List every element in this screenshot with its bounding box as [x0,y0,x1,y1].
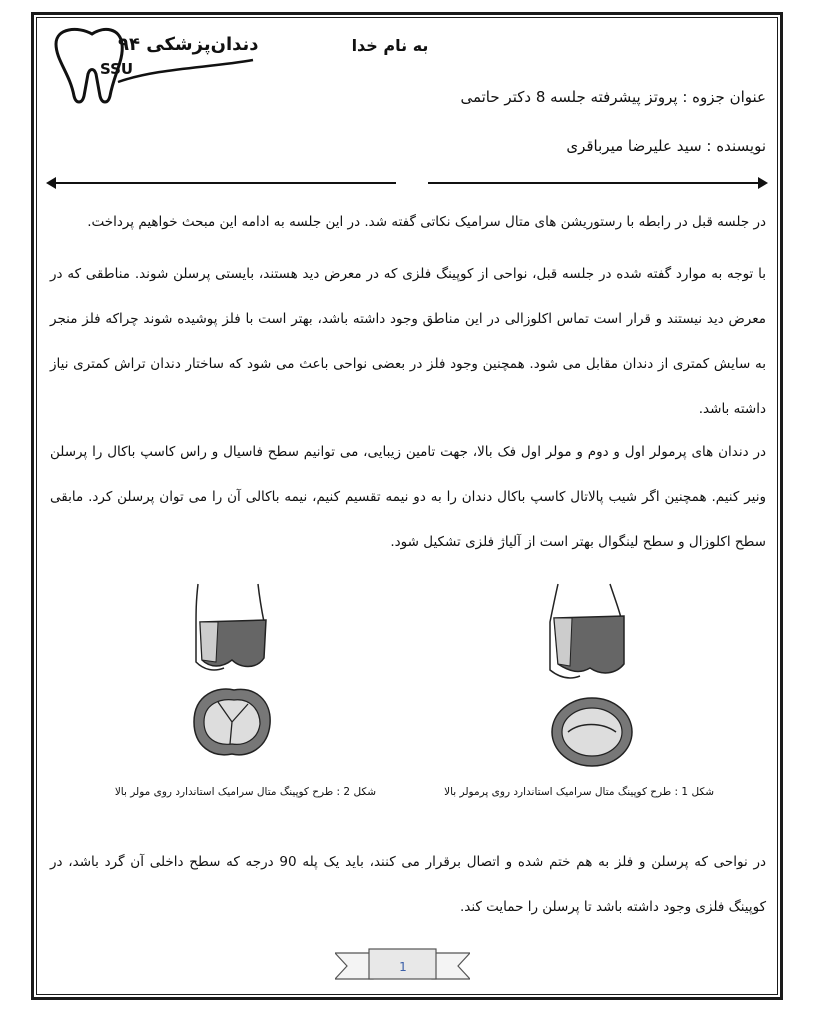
logo-text: دندان‌پزشکی ۹۴ [118,34,259,55]
handout-author: نویسنده : سید علیرضا میرباقری [566,137,766,155]
logo-abbr: SSU [100,60,134,78]
paragraph-intro: در جلسه قبل در رابطه با رستوریشن های متال سرامیک نکاتی گفته شد. در این جلسه به ادامه این مبحث خواهیم پرداخت. [87,214,766,230]
page-number: 1 [399,960,407,974]
figure-caption-2: شکل 2 : طرح کوپینگ متال سرامیک استاندارد روی مولر بالا [114,786,376,798]
separator-right [428,182,765,184]
arrow-left-icon [46,177,56,189]
paragraph-premolar-molar: در دندان های پرمولر اول و دوم و مولر اول فک بالا، جهت تامین زیبایی، می توانیم سطح فاسیال و راس کاسپ باکال را پرسلن ونیر کنیم. همچنین اگر شیب پالاتال کاسپ باکال دندان را به دو نیمه تقسیم کنیم، نیمه باکالی آن را می توان پرسلن کرد. مابقی سطح اکلوزال و سطح لینگوال بهتر است از آلیاژ فلزی تشکیل شود. [50,444,766,550]
paragraph-shoulder: در نواحی که پرسلن و فلز به هم ختم شده و اتصال برقرار می کنند، باید یک پله 90 درجه که سطح داخلی آن گرد باشد، در کوپینگ فلزی وجود داشته باشد تا پرسلن را حمایت کند. [50,854,767,915]
premolar-coping-figure [540,582,640,782]
arrow-right-icon [758,177,768,189]
molar-coping-figure [188,582,278,772]
handout-title: عنوان جزوه : پروتز پیشرفته جلسه 8 دکتر حاتمی [460,88,766,106]
figure-caption-1: شکل 1 : طرح کوپینگ متال سرامیک استاندارد روی پرمولر بالا [444,786,714,798]
separator-left [52,182,396,184]
basmala-heading: به نام خدا [351,36,429,55]
paragraph-metal-coverage: با توجه به موارد گفته شده در جلسه قبل، نواحی از کوپینگ فلزی که در معرض دید هستند، بایستی پرسلن شوند. مناطقی که در معرض دید نیستند و قرار است تماس اکلوزالی در این مناطق وجود داشته باشد، بهتر است با فلز پوشیده شوند چراکه فلز منجر به سایش کمتری از دندان مقابل می شود. همچنین وجود فلز در بعضی نواحی باعث می شود که ساختار دندان تراش کمتری نیاز داشته باشد. [50,266,766,417]
